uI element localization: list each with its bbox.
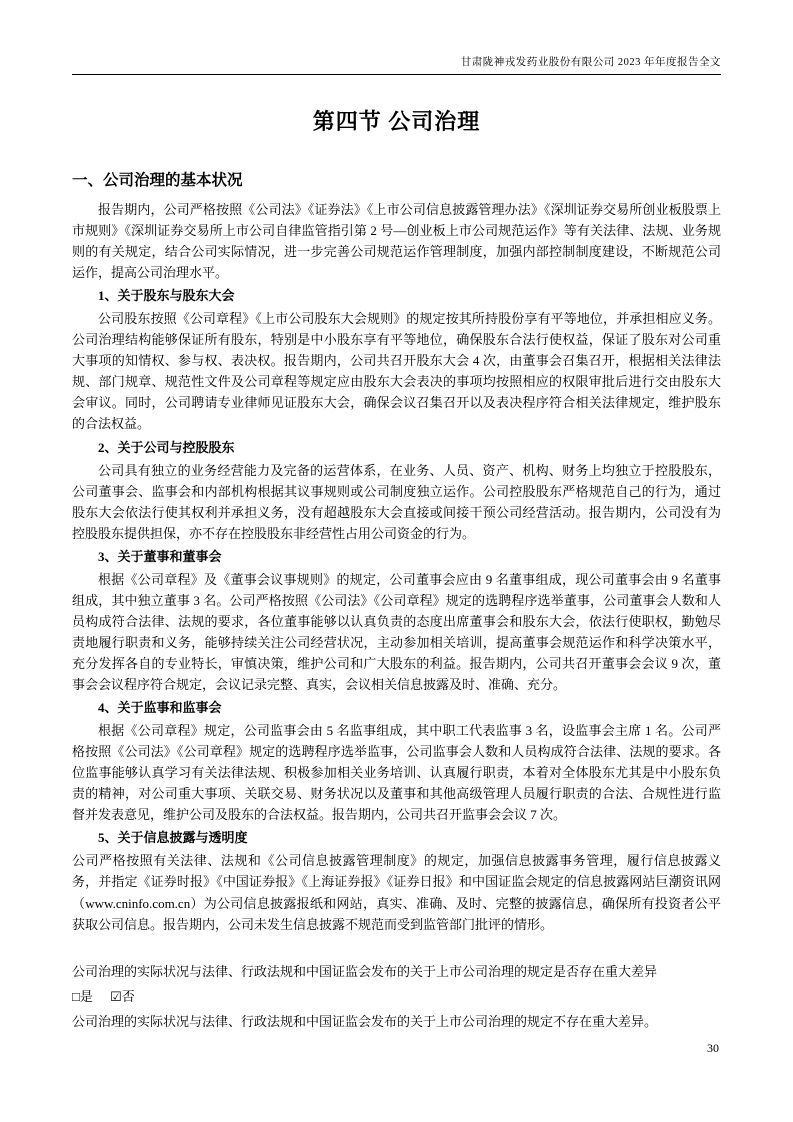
checkbox-yes-unchecked: □是 [72, 988, 93, 1004]
subheading-supervisors-board: 4、关于监事和监事会 [98, 700, 222, 716]
paragraph-shareholders-meeting: 公司股东按照《公司章程》《上市公司股东大会规则》的规定按其所持股份享有平等地位，并承担相应义务。公司治理结构能够保证所有股东，特别是中小股东享有平等地位，确保股东合法行使权益，保证了股东对公司重大事项的知情权、参与权、表决权。报告期内，公司共召开股东大会 4 次，由董事会召集召开，根据相关法律法规、部门规章、规范性文件及公司章程等规定应由股东大会表决的事项均按照相应的权限审批后进行交由股东大会审议。同时，公司聘请专业律师见证股东大会，确保会议召集召开以及表决程序符合相关法律规定，维护股东的合法权益。 [72, 311, 721, 432]
header-divider [72, 74, 721, 75]
heading-governance-basic-status: 一、公司治理的基本状况 [72, 172, 243, 189]
subheading-controlling-shareholder: 2、关于公司与控股股东 [98, 439, 235, 455]
page-content [0, 105, 793, 1032]
paragraph-controlling-shareholder: 公司具有独立的业务经营能力及完备的运营体系，在业务、人员、资产、机构、财务上均独立于控股股东，公司董事会、监事会和内部机构根据其议事规则或公司制度独立运作。公司控股股东严格规范自己的行为，通过股东大会依法行使其权利并承担义务，没有超越股东大会直接或间接干预公司经营活动。报告期内，公司没有为控股股东提供担保，亦不存在控股股东非经营性占用公司资金的行为。 [72, 462, 721, 541]
paragraph-intro: 报告期内，公司严格按照《公司法》《证券法》《上市公司信息披露管理办法》《深圳证券交易所创业板股票上市规则》《深圳证券交易所上市公司自律监管指引第 2 号—创业板上市公司规范运作》等有关法律、法规、业务规则的有关规定，结合公司实际情况，进一步完善公司规范运作管理制度，加强内部控制制度建设，不断规范公司运作，提高公司治理水平。 [72, 202, 721, 281]
subheading-shareholders-meeting: 1、关于股东与股东大会 [98, 288, 235, 304]
paragraph-information-disclosure: 公司严格按照有关法律、法规和《公司信息披露管理制度》的规定，加强信息披露事务管理，履行信息披露义务，并指定《证券时报》《中国证券报》《上海证券报》《证券日报》和中国证监会规定的信息披露网站巨潮资讯网（www.cninfo.com.cn）为公司信息披露报纸和网站，真实、准确、及时、完整的披露信息，确保所有投资者公平获取公司信息。报告期内，公司未发生信息披露不规范而受到监管部门批评的情形。 [72, 853, 721, 932]
checkbox-no-checked: ☑否 [110, 988, 135, 1004]
page-number: 30 [707, 1041, 719, 1055]
paragraph-directors-board: 根据《公司章程》及《董事会议事规则》的规定，公司董事会应由 9 名董事组成，现公司董事会由 9 名董事组成，其中独立董事 3 名。公司严格按照《公司法》《公司章程》规定的选聘程序选举董事，公司董事会人数和人员构成符合法律、法规的要求，各位董事能够以认真负责的态度出席董事会和股东大会，依法行使职权，勤勉尽责地履行职责和义务，能够持续关注公司经营状况，主动参加相关培训，提高董事会规范运作和科学决策水平，充分发挥各自的专业特长，审慎决策，维护公司和广大股东的利益。报告期内，公司共召开董事会会议 9 次，董事会会议程序符合规定，会议记录完整、真实，会议相关信息披露及时、准确、充分。 [72, 571, 721, 693]
subheading-information-disclosure: 5、关于信息披露与透明度 [98, 830, 248, 846]
compliance-checkbox-line [72, 986, 721, 1007]
paragraph-supervisors-board: 根据《公司章程》规定，公司监事会由 5 名监事组成，其中职工代表监事 3 名，设监事会主席 1 名。公司严格按照《公司法》《公司章程》规定的选聘程序选举监事，公司监事会人数和人员构成符合法律、法规的要求。各位监事能够认真学习有关法律法规、积极参加相关业务培训、认真履行职责，本着对全体股东尤其是中小股东负责的精神，对公司重大事项、关联交易、财务状况以及董事和其他高级管理人员履行职责的合法、合规性进行监督并发表意见，维护公司及股东的合法权益。报告期内，公司共召开监事会会议 7 次。 [72, 723, 721, 823]
compliance-difference-question: 公司治理的实际状况与法律、行政法规和中国证监会发布的关于上市公司治理的规定是否存在重大差异 [72, 963, 658, 979]
report-header-title: 甘肃陇神戎发药业股份有限公司 2023 年年度报告全文 [460, 57, 721, 68]
subheading-directors-board: 3、关于董事和董事会 [98, 548, 222, 564]
compliance-difference-answer: 公司治理的实际状况与法律、行政法规和中国证监会发布的关于上市公司治理的规定不存在重大差异。 [72, 1013, 658, 1029]
section-title: 第四节 公司治理 [312, 109, 481, 134]
page-header [0, 0, 793, 75]
